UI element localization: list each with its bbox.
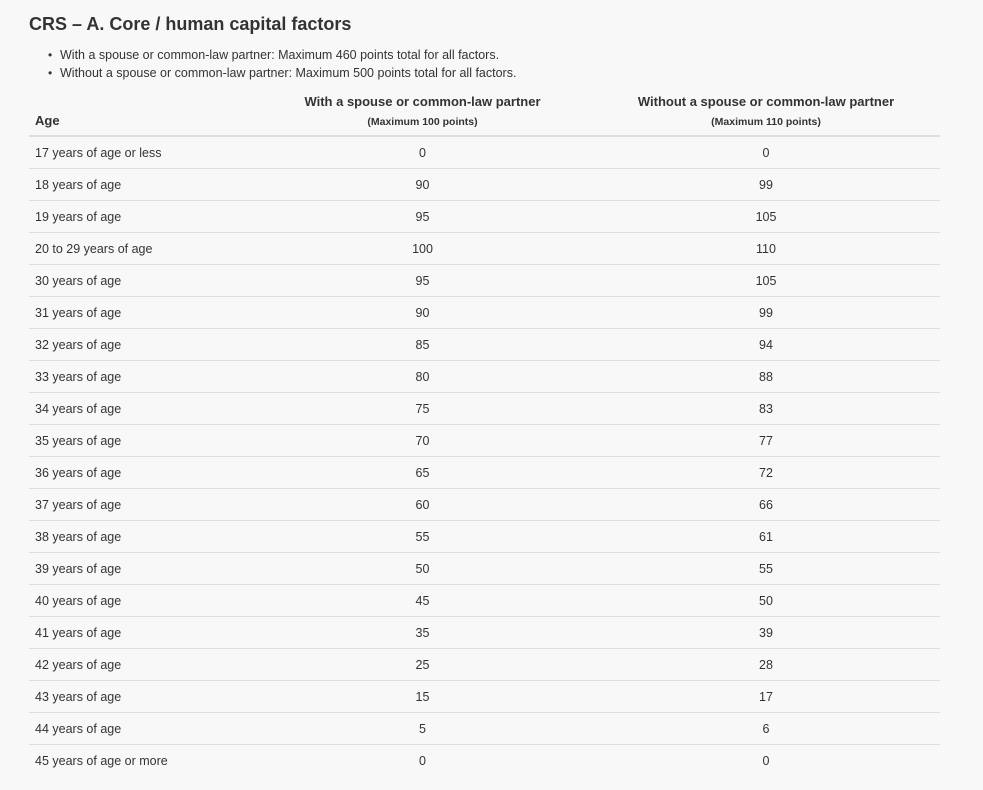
age-cell: 36 years of age <box>29 457 253 489</box>
with-spouse-points-cell: 80 <box>253 361 592 393</box>
age-cell: 19 years of age <box>29 201 253 233</box>
without-spouse-points-cell: 6 <box>592 713 940 745</box>
with-spouse-points-cell: 75 <box>253 393 592 425</box>
page-title: CRS – A. Core / human capital factors <box>29 14 352 34</box>
note-with-spouse: • With a spouse or common-law partner: Maximum 460 points total for all factors. <box>60 46 940 64</box>
age-cell: 40 years of age <box>29 585 253 617</box>
without-spouse-points-cell: 66 <box>592 489 940 521</box>
table-row <box>29 201 940 233</box>
with-spouse-header-label: With a spouse or common-law partner <box>304 94 541 109</box>
with-spouse-points-cell: 95 <box>253 265 592 297</box>
table-row <box>29 393 940 425</box>
with-spouse-points-cell: 0 <box>419 753 426 768</box>
without-spouse-points-cell: 39 <box>592 617 940 649</box>
without-spouse-points-cell: 99 <box>592 297 940 329</box>
table-row <box>29 457 940 489</box>
with-spouse-points-cell: 35 <box>253 617 592 649</box>
table-row <box>29 361 940 393</box>
table-body <box>29 136 940 776</box>
table-row <box>29 169 940 201</box>
age-cell: 39 years of age <box>29 553 253 585</box>
table-row <box>29 521 940 553</box>
without-spouse-points-cell: 105 <box>592 201 940 233</box>
without-spouse-points-cell: 83 <box>592 393 940 425</box>
without-spouse-points-cell: 94 <box>592 329 940 361</box>
with-spouse-points-cell: 5 <box>253 713 592 745</box>
age-cell: 44 years of age <box>29 713 253 745</box>
without-spouse-max-points: (Maximum 110 points) <box>711 116 821 128</box>
with-spouse-points-cell: 90 <box>253 169 592 201</box>
table-row <box>29 425 940 457</box>
age-column-header: Age <box>29 94 253 136</box>
age-cell: 35 years of age <box>29 425 253 457</box>
table-row <box>29 745 940 777</box>
table-row <box>29 617 940 649</box>
with-spouse-points-cell: 95 <box>253 201 592 233</box>
with-spouse-points-cell: 70 <box>253 425 592 457</box>
age-cell: 17 years of age or less <box>29 136 253 169</box>
with-spouse-points-cell: 0 <box>253 136 592 169</box>
age-cell: 33 years of age <box>29 361 253 393</box>
without-spouse-points-cell: 55 <box>592 553 940 585</box>
with-spouse-points-cell: 85 <box>253 329 592 361</box>
without-spouse-points-cell: 0 <box>592 136 940 169</box>
with-spouse-points-cell: 50 <box>253 553 592 585</box>
without-spouse-header-label: Without a spouse or common-law partner <box>637 94 895 109</box>
table-row <box>29 585 940 617</box>
with-spouse-points-cell: 60 <box>253 489 592 521</box>
without-spouse-points-cell: 17 <box>592 681 940 713</box>
age-cell: 18 years of age <box>29 169 253 201</box>
without-spouse-points-cell: 110 <box>592 233 940 265</box>
with-spouse-points-cell: 100 <box>253 233 592 265</box>
without-spouse-points-cell: 105 <box>592 265 940 297</box>
age-cell: 31 years of age <box>29 297 253 329</box>
with-spouse-points-cell: 45 <box>253 585 592 617</box>
age-cell: 38 years of age <box>29 521 253 553</box>
table-row <box>29 265 940 297</box>
age-cell: 43 years of age <box>29 681 253 713</box>
age-cell: 20 to 29 years of age <box>29 233 253 265</box>
with-spouse-column-header <box>253 94 592 136</box>
without-spouse-points-cell: 88 <box>592 361 940 393</box>
without-spouse-points-cell: 77 <box>592 425 940 457</box>
table-header-row <box>29 94 940 136</box>
age-cell: 34 years of age <box>29 393 253 425</box>
note-without-spouse: • Without a spouse or common-law partner: Maximum 500 points total for all factors. <box>60 64 940 82</box>
without-spouse-points-cell: 61 <box>592 521 940 553</box>
with-spouse-points-cell: 15 <box>253 681 592 713</box>
with-spouse-points-cell: 25 <box>253 649 592 681</box>
with-spouse-points-cell: 90 <box>253 297 592 329</box>
with-spouse-points-cell: 55 <box>253 521 592 553</box>
age-cell: 37 years of age <box>29 489 253 521</box>
table-row <box>29 553 940 585</box>
table-row <box>29 649 940 681</box>
age-cell: 42 years of age <box>29 649 253 681</box>
without-spouse-points-cell: 28 <box>592 649 940 681</box>
table-row <box>29 713 940 745</box>
with-spouse-points-cell: 65 <box>253 457 592 489</box>
age-points-table <box>29 94 940 776</box>
age-cell: 41 years of age <box>29 617 253 649</box>
age-cell: 32 years of age <box>29 329 253 361</box>
age-cell: 45 years of age or more <box>35 753 168 768</box>
table-row <box>29 136 940 169</box>
table-row <box>29 329 940 361</box>
with-spouse-max-points: (Maximum 100 points) <box>367 116 478 128</box>
notes-list <box>29 46 940 82</box>
without-spouse-points-cell: 0 <box>762 753 770 768</box>
table-row <box>29 489 940 521</box>
table-row <box>29 297 940 329</box>
without-spouse-points-cell: 99 <box>592 169 940 201</box>
table-row <box>29 233 940 265</box>
age-cell: 30 years of age <box>29 265 253 297</box>
table-row <box>29 681 940 713</box>
without-spouse-points-cell: 72 <box>592 457 940 489</box>
without-spouse-column-header <box>592 94 940 136</box>
without-spouse-points-cell: 50 <box>592 585 940 617</box>
